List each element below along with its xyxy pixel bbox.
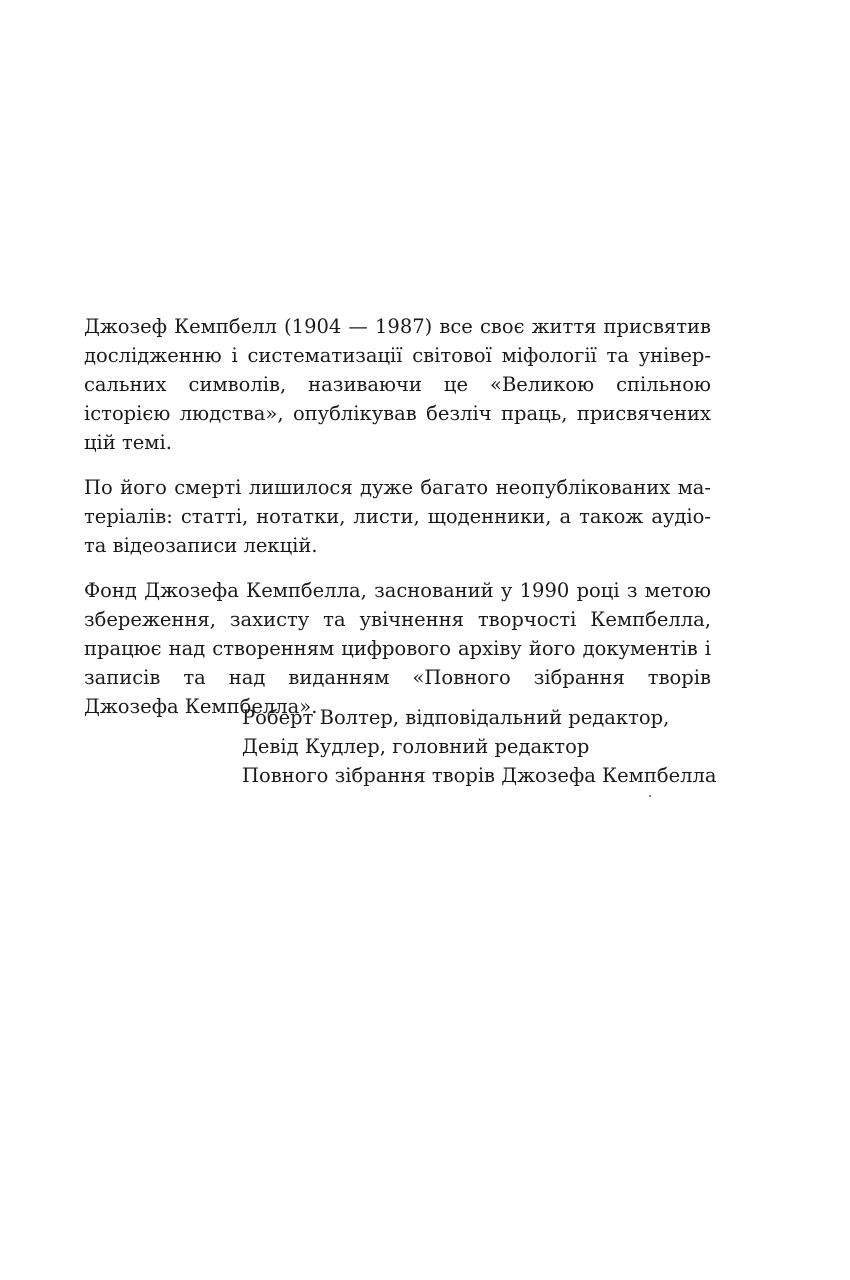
print-speck <box>649 795 651 797</box>
signature-line-managing-editor: Роберт Волтер, відповідальний редактор, <box>242 706 670 729</box>
paragraph-biography: Джозеф Кемпбелл (1904 — 1987) все своє життя присвятив дослідженню і систематизації світової міфології та універсальних символів, називаючи це «Великою спільною історією людства», опублікував безліч праць, присвячених цій темі. <box>84 315 711 454</box>
editors-signature <box>242 703 802 790</box>
paragraph-unpublished-materials: По його смерті лишилося дуже багато неопублікованих матеріалів: статті, нотатки, листи, щоденники, а також аудіо- та відеозаписи лекцій. <box>84 476 711 557</box>
signature-line-chief-editor: Девід Кудлер, головний редактор <box>242 735 590 758</box>
signature-line-collection-title: Повного зібрання творів Джозефа Кемпбелла <box>242 764 717 787</box>
body-text <box>84 312 711 737</box>
paragraph-foundation: Фонд Джозефа Кемпбелла, заснований у 1990 році з метою збереження, захисту та увічнення творчості Кемпбелла, працює над створенням цифрового архіву його документів і записів та над виданням «Повного зібрання творів Джозефа Кемпбелла». <box>84 579 711 718</box>
